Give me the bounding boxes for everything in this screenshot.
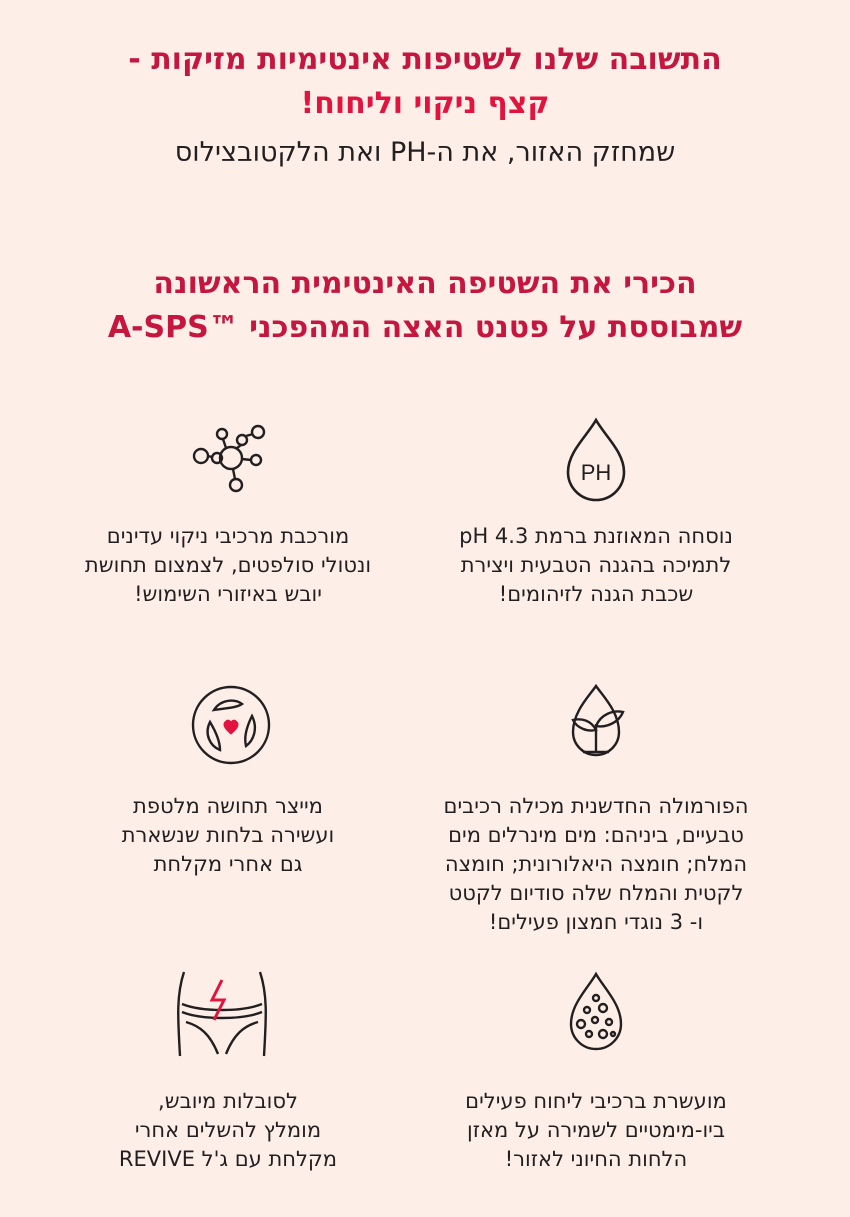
bubbles-drop-icon	[551, 968, 641, 1058]
ph-drop-icon	[551, 414, 641, 504]
feature-text-ph: נוסחה המאוזנת ברמת pH 4.3 לתמיכה בהגנה הטבעית ויצירת שכבת הגנה לזיהומים!	[459, 524, 733, 606]
intro-line-2: שמבוססת על פטנט האצה המהפכני ™A-SPS	[107, 310, 743, 345]
feature-text-formula: הפורמולה החדשנית מכילה רכיבים טבעיים, ביניהם: מים מינרלים מים המלח; חומצה היאלורונית; חומצה לקטית והמלח שלה סודיום לקטט ו- 3 נוגדי חמצון פעילים!	[443, 794, 749, 934]
intro-heading	[0, 262, 850, 350]
title-line-2: קצף ניקוי וליחוח!	[300, 86, 550, 121]
pelvic-lightning-icon	[172, 968, 272, 1058]
molecule-icon	[186, 414, 276, 504]
ph-label: PH	[580, 460, 612, 485]
feature-text-dryness: לסובלות מיובש, מומלץ להשלים אחרי מקלחת עם ג'ל REVIVE	[118, 1089, 338, 1171]
heart-leaves-icon	[186, 680, 276, 770]
plant-drop-icon	[551, 680, 641, 770]
subtitle: שמחזק האזור, את ה-PH ואת הלקטובצילוס	[174, 137, 676, 168]
feature-text-moisture: מועשרת ברכיבי ליחוח פעילים ביו-מימטיים לשמירה על מאזן הלחות החיוני לאזור!	[465, 1089, 727, 1171]
intro-line-1: הכירי את השטיפה האינטימית הראשונה	[153, 266, 697, 301]
title-line-1: התשובה שלנו לשטיפות אינטימיות מזיקות -	[128, 42, 722, 77]
page-title	[0, 38, 850, 126]
feature-text-cleansing: מורכבת מרכיבי ניקוי עדינים ונטולי סולפטים, לצמצום תחושת יובש באיזורי השימוש!	[84, 524, 372, 606]
feature-text-softness: מייצר תחושה מלטפת ועשירה בלחות שנשארת גם אחרי מקלחת	[121, 794, 335, 876]
